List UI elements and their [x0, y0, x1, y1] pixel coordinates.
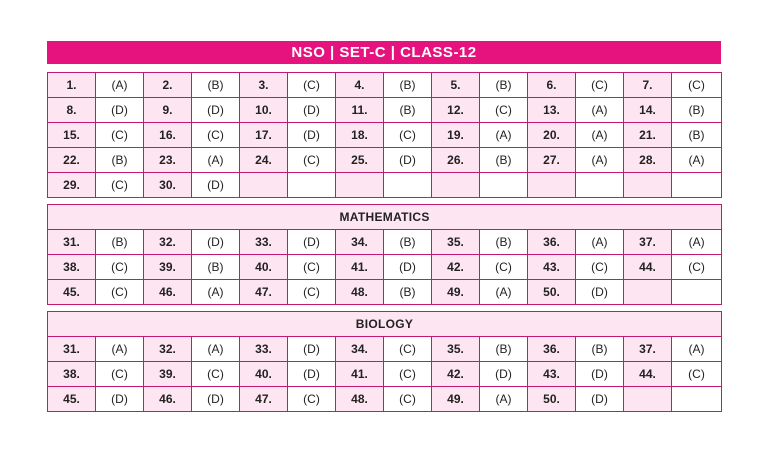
section-heading: BIOLOGY: [48, 312, 722, 337]
answer-option: (B): [480, 230, 528, 255]
answer-option: (B): [96, 148, 144, 173]
empty-cell: [672, 387, 722, 412]
question-number: 4.: [336, 73, 384, 98]
answer-option: (B): [384, 230, 432, 255]
answer-option: (C): [288, 73, 336, 98]
empty-cell: [240, 173, 288, 198]
answer-option: (D): [576, 362, 624, 387]
question-number: 41.: [336, 255, 384, 280]
table-row: [48, 173, 722, 198]
question-number: 18.: [336, 123, 384, 148]
question-number: 40.: [240, 255, 288, 280]
section-1: [48, 205, 722, 305]
answer-table-mathematics: [47, 204, 722, 305]
answer-option: (C): [288, 387, 336, 412]
answer-option: (A): [96, 73, 144, 98]
question-number: 43.: [528, 255, 576, 280]
table-row: [48, 337, 722, 362]
question-number: 6.: [528, 73, 576, 98]
question-number: 47.: [240, 280, 288, 305]
question-number: 21.: [624, 123, 672, 148]
answer-option: (D): [288, 98, 336, 123]
question-number: 25.: [336, 148, 384, 173]
question-number: 32.: [144, 230, 192, 255]
answer-table-physics-chemistry: [47, 72, 722, 198]
section-0: [48, 73, 722, 198]
answer-option: (C): [384, 387, 432, 412]
answer-option: (C): [96, 362, 144, 387]
question-number: 49.: [432, 387, 480, 412]
question-number: 48.: [336, 387, 384, 412]
section-heading-row: [48, 205, 722, 230]
answer-option: (B): [480, 73, 528, 98]
answer-option: (B): [192, 255, 240, 280]
answer-option: (B): [384, 98, 432, 123]
page-title: NSO | SET-C | CLASS-12: [47, 41, 721, 64]
question-number: 28.: [624, 148, 672, 173]
question-number: 7.: [624, 73, 672, 98]
answer-option: (C): [288, 148, 336, 173]
answer-option: (C): [288, 255, 336, 280]
question-number: 19.: [432, 123, 480, 148]
question-number: 44.: [624, 255, 672, 280]
empty-cell: [336, 173, 384, 198]
answer-option: (B): [384, 280, 432, 305]
answer-option: (D): [384, 148, 432, 173]
question-number: 15.: [48, 123, 96, 148]
answer-option: (B): [576, 337, 624, 362]
answer-option: (A): [576, 98, 624, 123]
question-number: 35.: [432, 337, 480, 362]
answer-option: (C): [672, 362, 722, 387]
question-number: 48.: [336, 280, 384, 305]
empty-cell: [576, 173, 624, 198]
answer-option: (D): [576, 387, 624, 412]
answer-option: (C): [192, 123, 240, 148]
question-number: 46.: [144, 387, 192, 412]
question-number: 39.: [144, 255, 192, 280]
empty-cell: [432, 173, 480, 198]
answer-option: (D): [288, 230, 336, 255]
question-number: 14.: [624, 98, 672, 123]
question-number: 23.: [144, 148, 192, 173]
question-number: 39.: [144, 362, 192, 387]
question-number: 46.: [144, 280, 192, 305]
answer-option: (D): [288, 123, 336, 148]
table-row: [48, 73, 722, 98]
question-number: 33.: [240, 337, 288, 362]
question-number: 31.: [48, 230, 96, 255]
empty-cell: [288, 173, 336, 198]
empty-cell: [480, 173, 528, 198]
answer-table-biology: [47, 311, 722, 412]
answer-option: (C): [384, 362, 432, 387]
question-number: 41.: [336, 362, 384, 387]
answer-option: (D): [384, 255, 432, 280]
table-row: [48, 123, 722, 148]
question-number: 17.: [240, 123, 288, 148]
answer-option: (D): [288, 337, 336, 362]
answer-option: (B): [192, 73, 240, 98]
question-number: 38.: [48, 362, 96, 387]
answer-option: (C): [672, 73, 722, 98]
question-number: 45.: [48, 387, 96, 412]
question-number: 11.: [336, 98, 384, 123]
question-number: 43.: [528, 362, 576, 387]
question-number: 20.: [528, 123, 576, 148]
table-row: [48, 98, 722, 123]
answer-option: (B): [480, 148, 528, 173]
answer-option: (C): [384, 337, 432, 362]
empty-cell: [384, 173, 432, 198]
question-number: 3.: [240, 73, 288, 98]
question-number: 37.: [624, 337, 672, 362]
section-heading-row: [48, 312, 722, 337]
question-number: 42.: [432, 255, 480, 280]
answer-option: (B): [384, 73, 432, 98]
answer-option: (A): [576, 230, 624, 255]
answer-option: (A): [192, 280, 240, 305]
empty-cell: [672, 173, 722, 198]
answer-option: (B): [96, 230, 144, 255]
answer-option: (D): [192, 173, 240, 198]
section-2: [48, 312, 722, 412]
question-number: 1.: [48, 73, 96, 98]
question-number: 16.: [144, 123, 192, 148]
answer-option: (A): [576, 148, 624, 173]
question-number: 44.: [624, 362, 672, 387]
question-number: 36.: [528, 337, 576, 362]
answer-option: (D): [192, 387, 240, 412]
table-row: [48, 148, 722, 173]
question-number: 34.: [336, 337, 384, 362]
answer-option: (B): [672, 123, 722, 148]
question-number: 38.: [48, 255, 96, 280]
table-row: [48, 230, 722, 255]
answer-option: (D): [96, 387, 144, 412]
question-number: 37.: [624, 230, 672, 255]
empty-cell: [624, 173, 672, 198]
question-number: 33.: [240, 230, 288, 255]
answer-option: (A): [672, 337, 722, 362]
answer-key: [47, 41, 721, 412]
answer-option: (D): [96, 98, 144, 123]
question-number: 2.: [144, 73, 192, 98]
answer-option: (C): [96, 173, 144, 198]
question-number: 29.: [48, 173, 96, 198]
answer-option: (C): [192, 362, 240, 387]
answer-option: (C): [96, 280, 144, 305]
answer-option: (D): [288, 362, 336, 387]
answer-option: (B): [672, 98, 722, 123]
question-number: 12.: [432, 98, 480, 123]
question-number: 42.: [432, 362, 480, 387]
answer-option: (C): [576, 73, 624, 98]
empty-cell: [528, 173, 576, 198]
table-row: [48, 280, 722, 305]
question-number: 35.: [432, 230, 480, 255]
answer-option: (C): [96, 255, 144, 280]
table-row: [48, 362, 722, 387]
question-number: 49.: [432, 280, 480, 305]
question-number: 5.: [432, 73, 480, 98]
answer-option: (D): [192, 98, 240, 123]
question-number: 24.: [240, 148, 288, 173]
table-row: [48, 255, 722, 280]
question-number: 10.: [240, 98, 288, 123]
question-number: 27.: [528, 148, 576, 173]
question-number: 30.: [144, 173, 192, 198]
question-number: 26.: [432, 148, 480, 173]
answer-option: (A): [480, 387, 528, 412]
answer-option: (D): [192, 230, 240, 255]
section-heading: MATHEMATICS: [48, 205, 722, 230]
answer-option: (C): [672, 255, 722, 280]
question-number: 31.: [48, 337, 96, 362]
empty-cell: [672, 280, 722, 305]
question-number: 9.: [144, 98, 192, 123]
answer-option: (A): [576, 123, 624, 148]
answer-option: (A): [192, 148, 240, 173]
answer-option: (C): [480, 255, 528, 280]
question-number: 36.: [528, 230, 576, 255]
question-number: 50.: [528, 280, 576, 305]
answer-option: (A): [96, 337, 144, 362]
question-number: 50.: [528, 387, 576, 412]
answer-option: (D): [480, 362, 528, 387]
answer-option: (D): [576, 280, 624, 305]
answer-option: (A): [672, 230, 722, 255]
table-row: [48, 387, 722, 412]
question-number: 34.: [336, 230, 384, 255]
answer-option: (A): [672, 148, 722, 173]
answer-option: (A): [480, 280, 528, 305]
question-number: 13.: [528, 98, 576, 123]
answer-option: (C): [96, 123, 144, 148]
answer-option: (B): [480, 337, 528, 362]
empty-cell: [624, 280, 672, 305]
answer-option: (C): [288, 280, 336, 305]
answer-option: (C): [384, 123, 432, 148]
question-number: 45.: [48, 280, 96, 305]
empty-cell: [624, 387, 672, 412]
answer-option: (A): [192, 337, 240, 362]
answer-option: (C): [480, 98, 528, 123]
question-number: 8.: [48, 98, 96, 123]
question-number: 40.: [240, 362, 288, 387]
question-number: 22.: [48, 148, 96, 173]
question-number: 47.: [240, 387, 288, 412]
answer-option: (C): [576, 255, 624, 280]
question-number: 32.: [144, 337, 192, 362]
answer-option: (A): [480, 123, 528, 148]
